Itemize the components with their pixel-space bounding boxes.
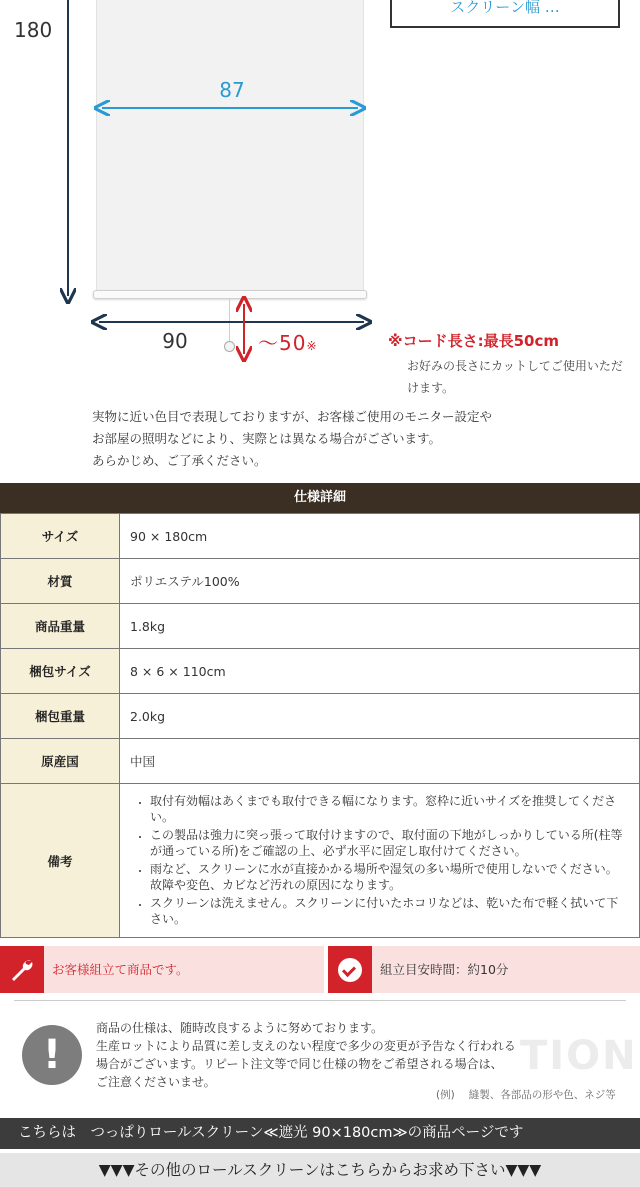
cord-note: ※コード長さ:最長50cm [388, 332, 559, 350]
notes-item: • 雨など、スクリーンに水が直接かかる場所や湿気の多い場所で使用しないでください。故障や変色、カビなど汚れの原因になります。 [150, 861, 627, 893]
spec-label: 材質 [1, 559, 120, 604]
screen-width-callout [390, 0, 620, 28]
exclamation-icon: ! [22, 1025, 82, 1085]
spec-label: 梱包重量 [1, 694, 120, 739]
notes-item: • 取付有効幅はあくまでも取付できる幅になります。窓枠に近いサイズを推奨してください。 [150, 793, 627, 825]
color-disclaimer-line: お部屋の照明などにより、実際とは異なる場合がございます。 [92, 431, 442, 446]
assembly-time [328, 946, 640, 993]
assembly-time-text: 組立目安時間：約10分 [380, 962, 509, 977]
color-disclaimer-line: あらかじめ、ご了承ください。 [92, 453, 267, 468]
notice-caption-example: (例) [436, 1089, 455, 1101]
spec-row-package-weight [1, 694, 640, 739]
notice-line: 場合がございます。リピート注文等で同じ仕様の物をご希望される場合は、 [96, 1057, 503, 1071]
inner-width-label: 87 [219, 78, 245, 102]
section-divider [14, 1000, 626, 1001]
cord-sub-note: お好みの長さにカットしてご使用いただけます。 [407, 359, 623, 395]
notice-line: ご注意くださいませ。 [96, 1075, 216, 1089]
spec-row-material [1, 559, 640, 604]
assembly-required-text: お客様組立て商品です。 [52, 962, 189, 977]
spec-label: 原産国 [1, 739, 120, 784]
size-diagram [0, 0, 640, 478]
assembly-required [0, 946, 324, 993]
spec-label: サイズ [1, 514, 120, 559]
spec-value: 2.0kg [120, 694, 640, 739]
spec-row-package-size [1, 649, 640, 694]
spec-value: 中国 [120, 739, 640, 784]
spec-row-weight [1, 604, 640, 649]
assembly-banner [0, 946, 640, 993]
spec-notes-cell [120, 784, 640, 938]
spec-row-notes [1, 784, 640, 938]
wrench-icon [0, 946, 44, 993]
spec-value: 90 × 180cm [120, 514, 640, 559]
notice-text [96, 1019, 566, 1091]
product-page-link[interactable]: こちらは つっぱりロールスクリーン≪遮光 90×180cm≫の商品ページです [0, 1118, 640, 1149]
spec-label: 梱包サイズ [1, 649, 120, 694]
notice-line: 生産ロットにより品質に差し支えのない程度で多少の変更が予告なく行われる [96, 1039, 516, 1053]
other-roll-screens-link[interactable]: ▼▼▼その他のロールスクリーンはこちらからお求め下さい▼▼▼ [0, 1153, 640, 1187]
height-label: 180 [14, 18, 53, 42]
color-disclaimer-line: 実物に近い色目で表現しておりますが、お客様ご使用のモニター設定や [92, 409, 493, 424]
spec-header: 仕様詳細 [0, 483, 640, 513]
spec-label: 商品重量 [1, 604, 120, 649]
screen-width-callout-text: スクリーン幅 … [450, 0, 560, 16]
notes-item: • スクリーンは洗えません。スクリーンに付いたホコリなどは、乾いた布で軽く拭いて下さい。 [150, 895, 627, 927]
notice-caption [436, 1087, 616, 1102]
notice-caption-text: 縫製、各部品の形や色、ネジ等 [468, 1089, 616, 1101]
spec-table [0, 513, 640, 938]
spec-value: 8 × 6 × 110cm [120, 649, 640, 694]
spec-value: 1.8kg [120, 604, 640, 649]
cord-length-mark: ※ [306, 339, 318, 353]
notice-watermark: TION [520, 1033, 638, 1079]
notice-line: 商品の仕様は、随時改良するように努めております。 [96, 1021, 384, 1035]
notes-list [120, 787, 639, 935]
color-disclaimer [92, 406, 592, 472]
cord-length-label [258, 327, 318, 356]
spec-row-size [1, 514, 640, 559]
spec-value: ポリエステル100% [120, 559, 640, 604]
spec-row-origin [1, 739, 640, 784]
spec-label: 備考 [1, 784, 120, 938]
spec-change-notice [0, 1005, 640, 1108]
clock-check-icon [328, 946, 372, 993]
notes-item: • この製品は強力に突っ張って取付けますので、取付面の下地がしっかりしている所(柱等が通っている所)をご確認の上、必ず水平に固定し取付けてください。 [150, 827, 627, 859]
cord-length-value: ～50 [258, 331, 307, 355]
outer-width-label: 90 [162, 329, 188, 353]
